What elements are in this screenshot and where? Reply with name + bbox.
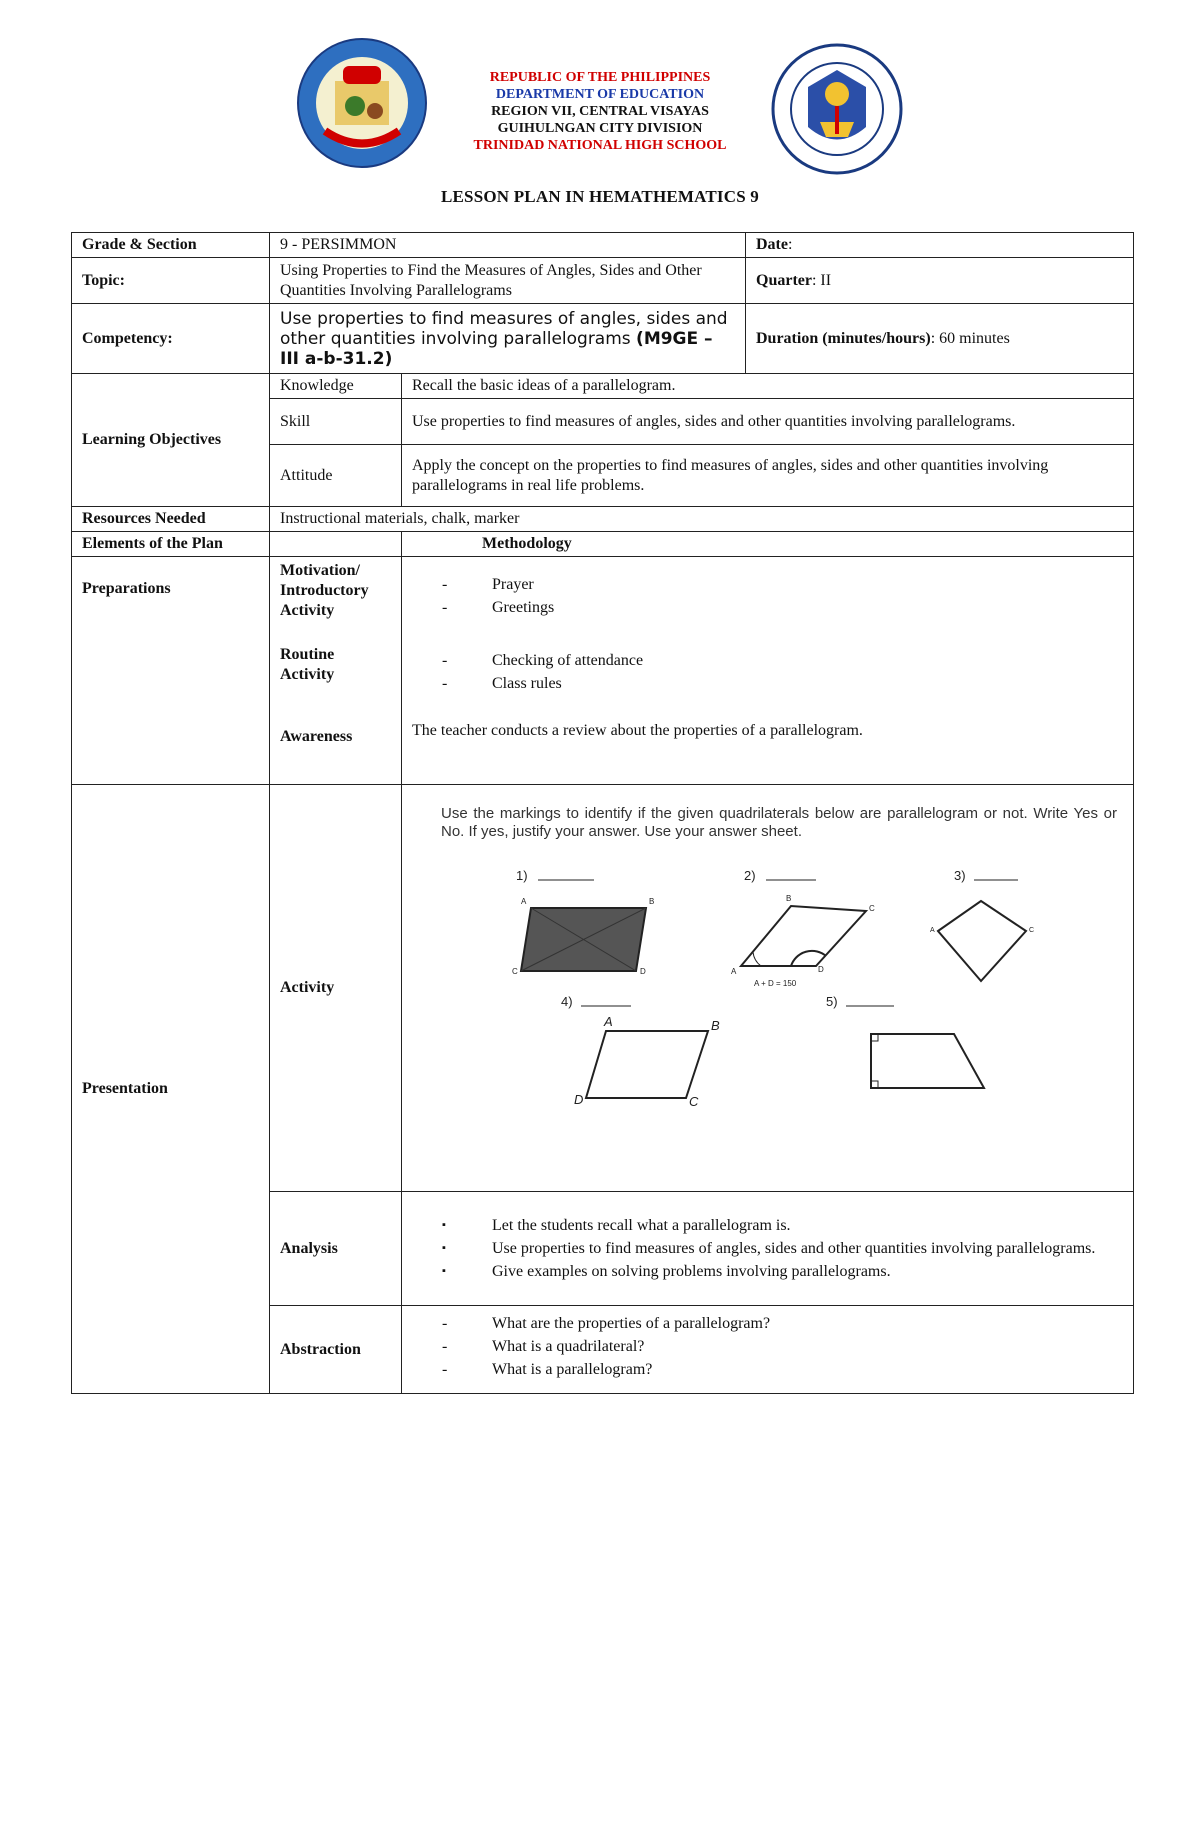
skill-label: Skill — [270, 399, 402, 445]
figure-2-quadrilateral — [741, 906, 866, 966]
svg-text:A: A — [731, 967, 737, 976]
deped-seal-logo — [770, 42, 905, 177]
svg-text:C: C — [869, 904, 875, 913]
figure-4-parallelogram — [586, 1031, 708, 1098]
document-header — [0, 36, 1200, 166]
analysis-label: Analysis — [270, 1192, 402, 1306]
list-item: - What are the properties of a parallelogram? — [434, 1312, 1123, 1335]
quarter-cell — [746, 258, 1134, 304]
list-item: - Greetings — [434, 596, 1123, 619]
svg-text:C: C — [512, 967, 518, 976]
knowledge-value: Recall the basic ideas of a parallelogram. — [402, 374, 1134, 399]
svg-text:D: D — [574, 1092, 584, 1107]
svg-text:C: C — [1029, 927, 1035, 934]
row-resources — [72, 507, 1134, 532]
awareness-label: Awareness — [280, 728, 353, 745]
list-item: - Prayer — [434, 573, 1123, 596]
abstraction-label: Abstraction — [270, 1306, 402, 1394]
list-item: - What is a parallelogram? — [434, 1358, 1123, 1381]
duration-cell — [746, 304, 1134, 374]
activity-instructions: Use the markings to identify if the given quadrilaterals below are parallelogram or not. Write Yes or No. If yes, justify your answer. Use your answer sheet. — [441, 805, 1117, 840]
list-item: - Class rules — [434, 672, 1123, 695]
row-grade — [72, 233, 1134, 258]
preparations-list-b — [412, 649, 1123, 695]
header-republic: REPUBLIC OF THE PHILIPPINES — [489, 70, 711, 85]
figure-label-1: 1) — [516, 868, 528, 883]
grade-label: Grade & Section — [72, 233, 270, 258]
attitude-value: Apply the concept on the properties to find measures of angles, sides and other quantities involving parallelograms in real life problems. — [402, 445, 1134, 507]
activity-label: Activity — [270, 785, 402, 1192]
competency-cell — [270, 304, 746, 374]
svg-text:C: C — [689, 1094, 699, 1109]
row-competency — [72, 304, 1134, 374]
preparations-label: Preparations — [72, 557, 270, 785]
competency-label: Competency: — [72, 304, 270, 374]
analysis-content — [402, 1192, 1134, 1306]
quadrilaterals-figure — [406, 841, 1106, 1181]
list-item: ▪ Let the students recall what a parallelogram is. — [434, 1214, 1123, 1237]
svg-text:D: D — [640, 967, 646, 976]
preparations-list-a — [412, 573, 1123, 619]
svg-text:B: B — [786, 894, 792, 903]
quarter-label: Quarter — [756, 271, 812, 289]
abstraction-list — [412, 1312, 1123, 1381]
row-elements — [72, 532, 1134, 557]
figure-label-5: 5) — [826, 994, 838, 1009]
figure-5-trapezoid — [871, 1034, 984, 1088]
skill-value: Use properties to find measures of angles, sides and other quantities involving parallelograms. — [402, 399, 1134, 445]
preparations-sublabels — [270, 557, 402, 785]
resources-label: Resources Needed — [72, 507, 270, 532]
figure-label-4: 4) — [561, 994, 573, 1009]
presentation-label: Presentation — [72, 785, 270, 1394]
row-knowledge — [72, 374, 1134, 399]
attitude-label: Attitude — [270, 445, 402, 507]
figure-label-3: 3) — [954, 868, 966, 883]
figure-3-kite — [938, 901, 1026, 981]
figure-label-2: 2) — [744, 868, 756, 883]
elements-label: Elements of the Plan — [72, 532, 270, 557]
row-activity — [72, 785, 1134, 1192]
activity-content — [402, 785, 1134, 1192]
competency-code: (M9GE – III a-b-31.2) — [280, 328, 713, 369]
abstraction-content — [402, 1306, 1134, 1394]
svg-text:B: B — [711, 1018, 720, 1033]
row-preparations — [72, 557, 1134, 785]
knowledge-label: Knowledge — [270, 374, 402, 399]
header-department: DEPARTMENT OF EDUCATION — [495, 87, 705, 102]
list-item: ▪ Give examples on solving problems involving parallelograms. — [434, 1260, 1123, 1283]
duration-label: Duration (minutes/hours) — [756, 329, 931, 347]
resources-value: Instructional materials, chalk, marker — [270, 507, 1134, 532]
svg-text:B: B — [649, 897, 655, 906]
date-label: Date — [756, 236, 788, 253]
header-text-block — [360, 69, 840, 154]
svg-text:A: A — [604, 1014, 613, 1029]
motivation-label: Motivation/ Introductory Activity — [280, 562, 369, 619]
methodology-label: Methodology — [402, 532, 1134, 557]
page-title: LESSON PLAN IN HEMATHEMATICS 9 — [440, 187, 760, 206]
header-school: TRINIDAD NATIONAL HIGH SCHOOL — [473, 138, 727, 153]
svg-text:A: A — [521, 897, 527, 906]
figure-2-note: A + D = 150 — [754, 979, 797, 988]
list-item: - What is a quadrilateral? — [434, 1335, 1123, 1358]
topic-value: Using Properties to Find the Measures of Angles, Sides and Other Quantities Involving Parallelograms — [270, 258, 746, 304]
lesson-plan-table — [71, 232, 1134, 1394]
topic-label: Topic: — [72, 258, 270, 304]
list-item: - Checking of attendance — [434, 649, 1123, 672]
routine-label: Routine Activity — [280, 646, 335, 683]
grade-value: 9 - PERSIMMON — [270, 233, 746, 258]
analysis-list — [412, 1214, 1123, 1283]
quarter-value: : II — [811, 271, 832, 289]
date-cell — [746, 233, 1134, 258]
duration-value: : 60 minutes — [930, 329, 1010, 347]
preparations-content — [402, 557, 1134, 785]
competency-value: Use properties to find measures of angles, sides and other quantities involving parallelograms — [280, 308, 728, 349]
header-region: REGION VII, CENTRAL VISAYAS — [491, 104, 709, 119]
svg-text:A: A — [930, 927, 935, 934]
objectives-label: Learning Objectives — [72, 374, 270, 507]
awareness-value: The teacher conducts a review about the properties of a parallelogram. — [412, 722, 863, 739]
date-value: : — [787, 236, 793, 253]
svg-text:D: D — [818, 965, 824, 974]
row-topic — [72, 258, 1134, 304]
header-division: GUIHULNGAN CITY DIVISION — [497, 121, 703, 136]
list-item: ▪ Use properties to find measures of angles, sides and other quantities involving parallelograms. — [434, 1237, 1123, 1260]
